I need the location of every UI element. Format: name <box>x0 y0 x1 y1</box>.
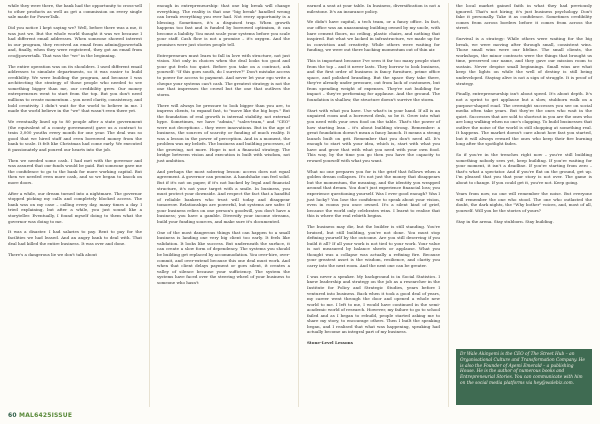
paragraph: This is important because I've seen it far too many people start from the top – and it never lasts. They borrow to look business, and the first order of business is fancy furniture, prime office space, and polished branding. But the space they take there, they're already under pressure, out from lack of customers, but from spending weight of expenses. They're not building for impact – they're performing for applause. And the ground. The foundation is shallow, the structure doesn't survive the storm. <box>307 58 440 102</box>
paragraph: We didn't have capital, a tech team, or a fancy office. In fact, our office was an unassuming building owned by my uncle, with bare cement floors, no ceiling, plastic chairs, and nothing that inspired. But what we lacked in infrastructure, we made up for in conviction and creativity. While others were waiting for funding, we were out there hacking momentum out of thin air. <box>307 19 440 53</box>
paragraph: Years from now, no one will remember the noise. But everyone will remember the one who stood. The one who outlasted the doubt, the dark nights, the "Why bother" voices, and, most of all, yourself. Will you be the stories of yours? <box>456 190 592 213</box>
paragraph: It was a disaster. I had salaries to pay. Rent to pay for the facilities we had leased. And an angry bank to deal with. That deal had killed the entire business. It was over and done. <box>8 229 142 246</box>
paragraph: Then we needed some cash. I had met with the governor and was assured that our funds would be paid. But someone gave me the confidence to go to the bank for more working capital. But then we needed even more cash, and so we began to knock on more doors. <box>8 157 142 185</box>
author-bio-box <box>456 349 592 405</box>
column-divider <box>448 3 449 407</box>
paragraph: enough in entrepreneurship: that one big break will change everything. The reality is that one "big break" handled wrong can break everything you ever had. Not every opportunity is a blessing. Sometimes, it's a disguised trap. When growth happens too fast and is funded by borrowed optimism, it can become a liability. You must scale your systems before you scale your staff. Cash flow is not a promise – it's oxygen. And the promises were just stories people tell. <box>157 3 290 47</box>
page-number: 60 <box>8 412 17 419</box>
article-column-2 <box>157 3 290 291</box>
paragraph: while they were there, the bank had the opportunity to cross-sell to other products as well as get a commission on every single sale made for PowerTalk. <box>8 3 142 20</box>
paragraph: So if you're in the trenches right now – you're still building something nobody sees yet, keep building. If you're waiting for your moment, it isn't a deadline. If you're starting from zero – that's what a spectator. And if you're flat on the ground, get up. I'm pleased that you that your story is not over. The game is about to change. If you could get it, you're not. Keep going. <box>456 152 592 186</box>
paragraph: There will always be pressure to look bigger than you are, to impress clients, to expand fast, to "move like the big boys." But the foundation of real growth is internal stability, not external hype. Sometimes, we have "admin," "sales-team," and "CEO" were not deceptions – they were innovations. But in the age of business, the sources of scarcity or funding of much reality. It was a lesson in the power of perception. And in a moment, the problem was my beliefs. The business and building processes, of the growing, not more. Hope is not a financial strategy. The bridge between vision and execution is built with wisdom, not just ambition. <box>157 102 290 163</box>
paragraph: We eventually lined up to 80 people after a state government (the equivalent of a county government) gave us a contract to train 3,000 youths every month for one year. The deal was so good that we hired staff and even borrowed money from the bank to scale. It felt like Christmas had come early. We executed it passionately and poured our hearts into the job. <box>8 119 142 152</box>
paragraph: Did you notice I kept saying we? Well, before there was a me, it was just we. But the whole world thought it was we because I had different email addresses. When someone showed interest in our program, they received an email from admin@powertalk and, finally, when they were registered, they got an email from ceo@powertalk. That was the "we" in the beginning. <box>8 25 142 58</box>
paragraph: And perhaps the most sobering lesson: access does not equal agreement. A governor can promise. A handshake can feel solid. But if it's not on paper, if it's not backed by legal and financial structure, it's not your target with a smile. In business, you must protect your downside. And respect the fact that a handful of reliable bankers who trust will today and disappear tomorrow. Relationships are powerful, but systems are safer. If your business relies on one person's goodwill, you don't have a business; you have a gamble. Diversify your income streams, build your funding sources, and make sure it's documented. <box>157 168 290 224</box>
paragraph: There's a dangerous lie we don't talk about <box>8 251 97 257</box>
section-heading: Stone-Level Lessons <box>307 340 353 346</box>
paragraph: One of the most dangerous things that can happen to a small business is landing one very big client too early. It feels like validation. It looks like success. But underneath the surface, it can create a slow form of dependency. The systems you should be building get replaced by accommodation. You over-hire, over-commit, and over-extend because this one deal must work. And when that client delays payment or goes silent, it creates a valley of silence because your sufficiency. The system the systems have faced over the steering wheel of your business to someone who hasn't <box>157 229 290 285</box>
paragraph: Entrepreneurs must learn to fall in love with structure, not just vision. Not only in choices when the deal looks too good and your gut feels too quiet. Before you take on a contract, ask yourself: "If this goes south, do I survive?" Don't mistake access to power for access to payment. And never let your ego write a cheque your systems can't cash. The greatest strategy is not the one that impresses the crowd but the one that outlives the storm. <box>157 52 290 97</box>
paragraph: Stay in the arena. Stay stubborn. Stay building. <box>456 218 554 224</box>
paragraph: What no one prepares you for is the grief that follows when a golden dream collapses. It's not just the money that disappears but the momentum, the meaning, and the identity you wrapped around that dream. You don't just experience financial loss; you experience questioning yourself. Was I ever good enough? Was I just lucky? You lose the confidence to speak about your vision, even in rooms you once owned. It's a silent kind of grief, because the world only celebrates wins. I learnt to realise that this is where the real rebirth begins. <box>307 168 440 219</box>
paragraph: Start with what you have. Use what's in your hand. If all is an unpaired room and a borrowed desk, so be it. Grow into what you need with your own food on the table. That's the power of how starting lean – it's about building strong. Remember: a great foundation doesn't mean a fancy launch. It means a strong launch built on grit. Remember that you don't need all. It's enough to start with your idea, which is, start with what you have and grow that with what you need with your own food. This way, by the time you go then you have the capacity to reward yourself with what you want. <box>307 107 440 163</box>
author-bio-text: Dr Wale Akinyemi is the CEO of The Street Hub – an Organisational Culture and Transformation Company. He is also the Founder of Ayemi Emerald – a publishing House. He is the author of numerous books and Entrepreneurial Stories. You can communicate with him on the social media platforms via hey@walebiz.com. <box>460 352 585 386</box>
paragraph: The business may die, but the builder is still standing. You're bruised, but still building, you're not done. You must stop defining yourself by the outcome. Are you still deserving if you build it all? If all your work is not tied to your work. Your value is not measured by balance sheets or applause. What you thought was a collapse was actually a refining fire. Because your greatest asset is the wisdom, resilience, and clarity you carry into the next room. And the next one can be greater. <box>307 224 440 268</box>
paragraph: After a while, our dream turned into a nightmare. The governor stopped picking my calls and completely blocked access. The bank was on my case – calling every day, many times a day. I tried explaining, but after a while, you just sound like a storyteller. Eventually, I found myself doing to them what the governor was doing to me. <box>8 190 142 224</box>
paragraph: Finally, entrepreneurship isn't about speed. It's about depth. It's not a sprint to get applause but a slow, stubborn walk on a purpose-shaped road. The overnight successes you see on social media often take years. But they're the ones who wait in the quiet. Successes that are sold to shortcut in you are the ones who are long walking when no one's clapping. To build businesses that outlive the noise of the world is still shopping at something real. It happens. The market doesn't care about how fast you started, but it will always reward the ones who keep their fire burning long after the spotlight fades. <box>456 91 592 147</box>
paragraph: earned a seat at your table. In business, diversification is not a milestone. It's an insurance policy. <box>307 3 440 14</box>
paragraph: Survival is a strategy: While others were waiting for the big break, we were moving after through small, consistent wins. Those small wins were our lifeline. The small clients, the workshops, the minor contracts were the things that brought us time, preserved our name, and they gave our mission room to sustain. Never despise small beginnings. Small wins are what keep the lights on while the well of destiny is still being undeveloped. Staying alive is not a sign of struggle. It is proof of strategy. <box>456 36 592 86</box>
column-divider <box>298 3 299 407</box>
column-divider <box>149 3 150 407</box>
article-column-3 <box>307 3 440 351</box>
page-footer <box>8 412 72 419</box>
paragraph: The entire operation was on its shoulders. I used different email addresses to simulate departments, so it was easier to build credibility. We were building the program, and because I was architecting the strategy of those people who needed to see something bigger than me, our credibility grew. Our money entrepreneurs went to start from the top. But you don't need millions to create momentum – you need clarity, consistency, and bold creativity. I didn't wait for the world to believe in me. I made the world believe in the "we" that wasn't even there yet. <box>8 63 142 114</box>
article-column-1 <box>8 3 142 262</box>
issue-label: MAL6425ISSUE <box>19 412 73 419</box>
paragraph: I was never a speaker. My background is in Social Statistics. I knew leadership and strategy on the job as a researcher in the Institute for Policy and Strategic Studies, years before I ventured into business. Back when it took a good deal of years, my career went through the door and opened a whole new world to me. I left to me, I would have continued in the semi-academic world of research. However, my failure to go to school failed and as I began to rebuild, people started asking me to share my story, to encourage others. Then I built the speaking began, and I realised that what was happening, speaking had actually become an integral part of my business. <box>307 273 440 335</box>
paragraph: the local market gained faith in what they had previously ignored. That's not hiring; it's just business psychology. Don't fake it personally. Take it as confidence. Sometimes credibility comes from across borders before it comes from across the street. <box>456 3 592 31</box>
article-column-4 <box>456 3 592 229</box>
